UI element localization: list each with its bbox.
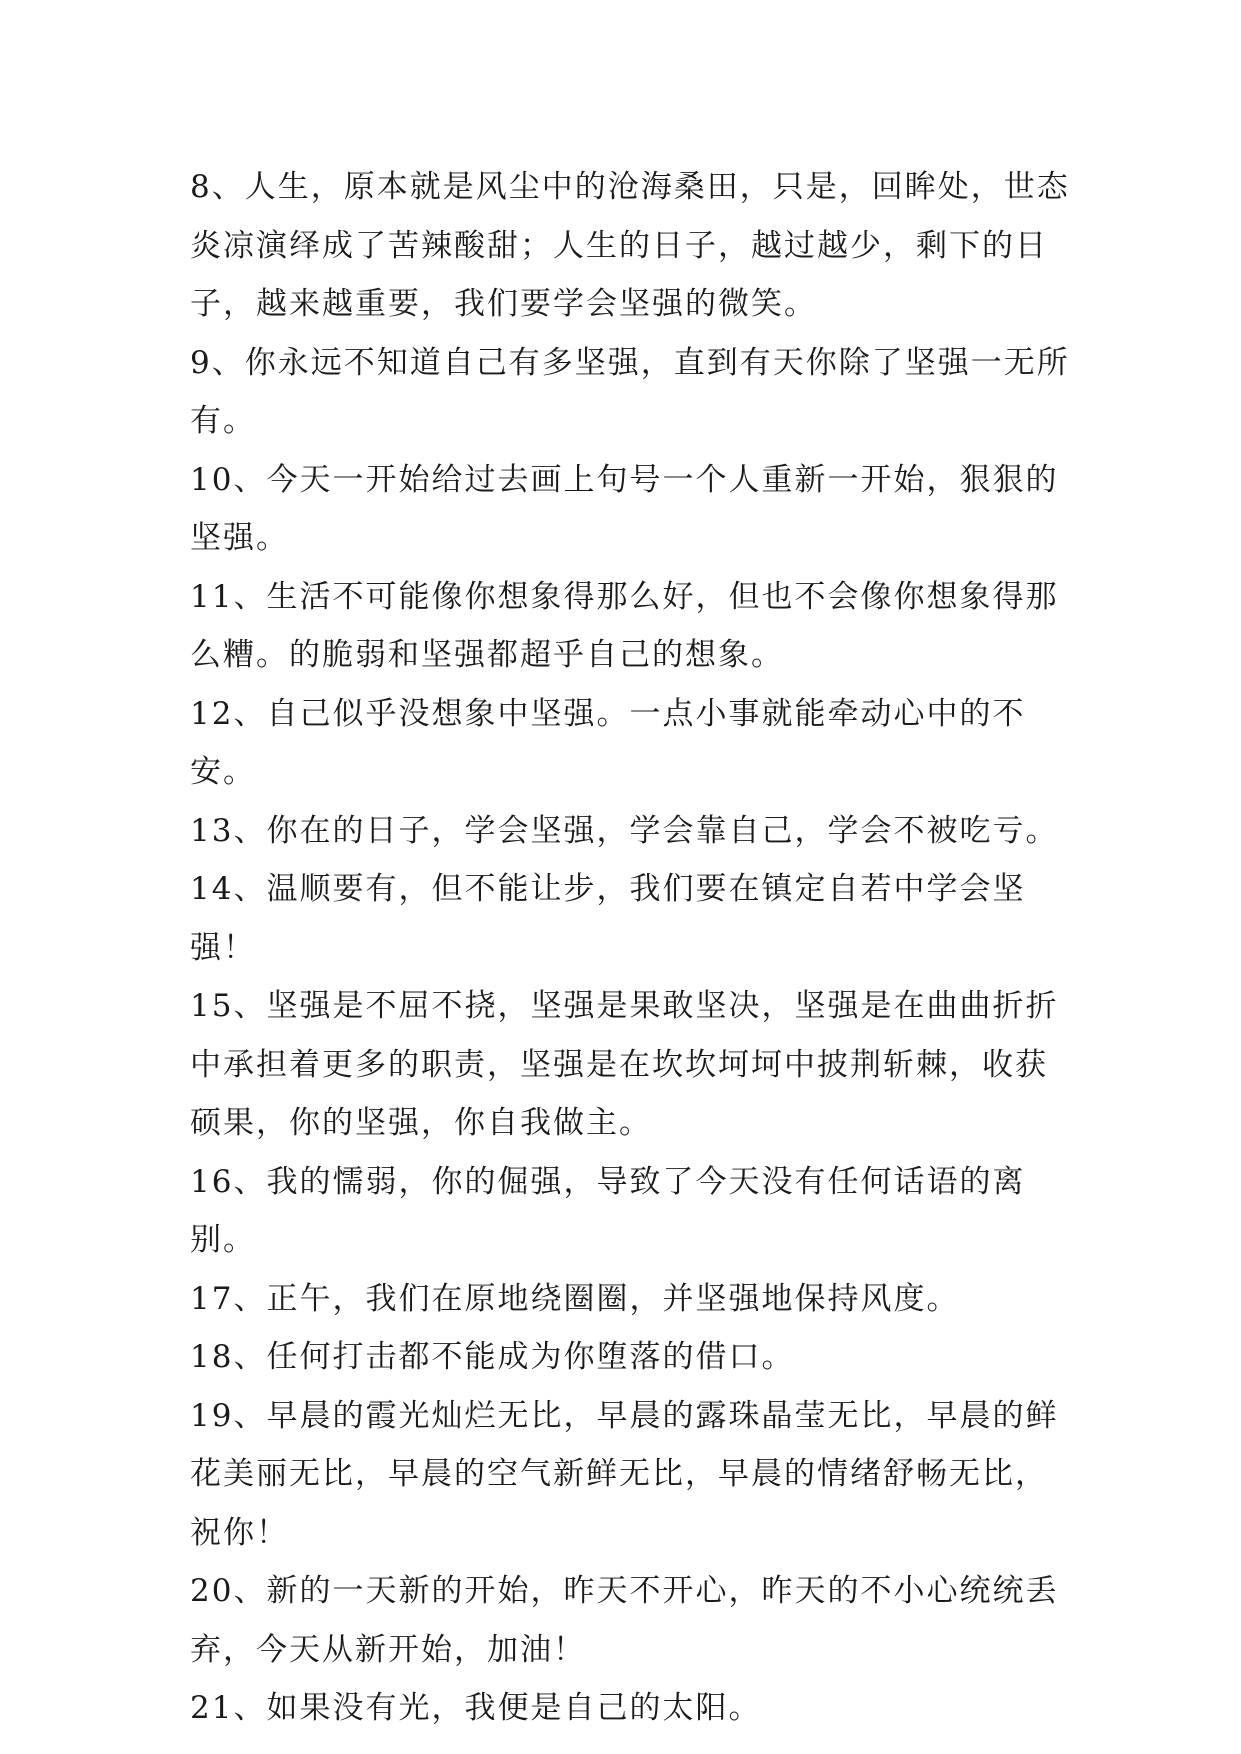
quote-item-11: 11、生活不可能像你想象得那么好，但也不会像你想象得那么糟。的脆弱和坚强都超乎自己的想象。 <box>190 578 1059 673</box>
quote-item-12: 12、自己似乎没想象中坚强。一点小事就能牵动心中的不安。 <box>190 695 1026 790</box>
quote-item-18: 18、任何打击都不能成为你堕落的借口。 <box>190 1339 795 1375</box>
quote-item-19: 19、早晨的霞光灿烂无比，早晨的露珠晶莹无比，早晨的鲜花美丽无比，早晨的空气新鲜无比，早晨的情绪舒畅无比，祝你！ <box>190 1397 1059 1551</box>
quote-item-15: 15、坚强是不屈不挠，坚强是果敢坚决，坚强是在曲曲折折中承担着更多的职责，坚强是在坎坎坷坷中披荆斩棘，收获硕果，你的坚强，你自我做主。 <box>190 988 1059 1141</box>
quote-item-21: 21、如果没有光，我便是自己的太阳。 <box>190 1690 762 1726</box>
quote-item-14: 14、温顺要有，但不能让步，我们要在镇定自若中学会坚强！ <box>190 871 1026 966</box>
quote-item-16: 16、我的懦弱，你的倔强，导致了今天没有任何话语的离别。 <box>190 1163 1026 1258</box>
quote-item-20: 20、新的一天新的开始，昨天不开心，昨天的不小心统统丢弃，今天从新开始，加油！ <box>190 1573 1059 1668</box>
quote-item-10: 10、今天一开始给过去画上句号一个人重新一开始，狠狠的坚强。 <box>190 461 1059 556</box>
quote-item-13: 13、你在的日子，学会坚强，学会靠自己，学会不被吃亏。 <box>190 812 1059 849</box>
quote-item-9: 9、你永远不知道自己有多坚强，直到有天你除了坚强一无所有。 <box>190 344 1070 439</box>
quote-item-8: 8、人生，原本就是风尘中的沧海桑田，只是，回眸处，世态炎凉演绎成了苦辣酸甜；人生的日子，越过越少，剩下的日子，越来越重要，我们要学会坚强的微笑。 <box>190 169 1070 322</box>
quote-list <box>190 158 1070 1738</box>
quote-item-17: 17、正午，我们在原地绕圈圈，并坚强地保持风度。 <box>190 1280 960 1317</box>
